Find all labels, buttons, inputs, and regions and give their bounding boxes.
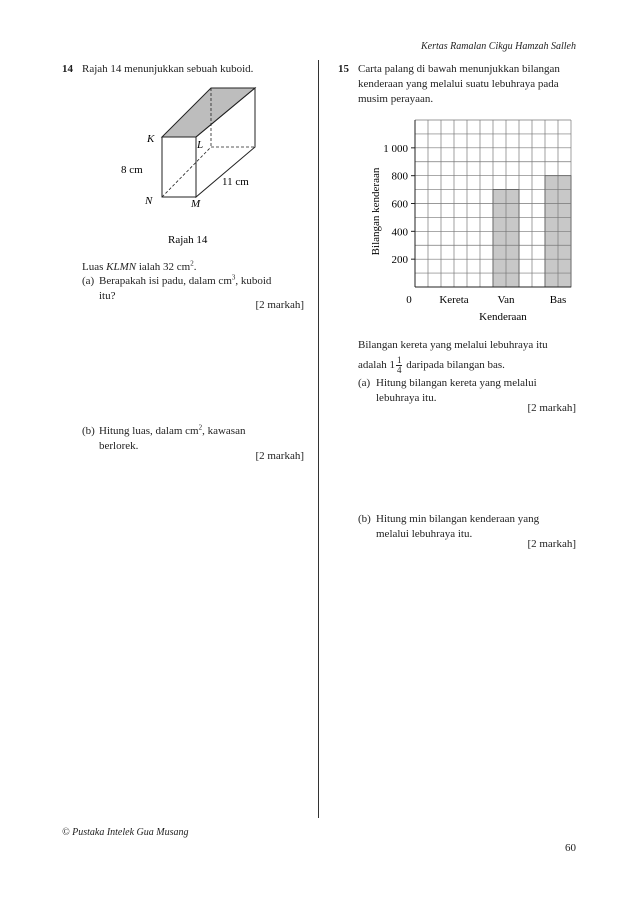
y-tick-label: 600 [391,198,408,211]
category-label-kereta: Kereta [439,294,469,306]
page-number: 60 [565,842,576,854]
publisher-footer: © Pustaka Intelek Gua Musang [62,827,189,838]
chart-categories [439,294,566,306]
vertex-l-label: L [197,139,204,151]
q14-b-marks: [2 markah] [255,450,304,462]
y-tick-label: 200 [391,254,408,267]
fraction-one-quarter: $\frac{1}{4}$ [396,355,402,375]
q15-b-label: (b) [358,513,371,525]
q15-b-text: Hitung min bilangan kenderaan yang melalui lebuhraya itu. [376,513,540,540]
chart-y-ticks [383,143,415,266]
q15-text-1: Bilangan kereta yang melalui lebuhraya itu [358,339,548,351]
q15-number: 15 [338,63,349,75]
shaded-top-face [162,88,255,137]
q14-number: 14 [62,63,73,75]
hidden-edge-diagonal [162,147,211,197]
chart-x-label: Kenderaan [479,311,527,323]
q15-b-marks: [2 markah] [527,538,576,550]
q14-a-marks: [2 markah] [255,299,304,311]
q15-intro: Carta palang di bawah menunjukkan bilangan kenderaan yang melalui suatu lebuhraya pada musim perayaan. [358,63,560,105]
vertex-k-label: K [147,133,155,145]
y-tick-label: 1 000 [383,142,408,155]
y-tick-label: 800 [391,170,408,183]
chart-origin-label: 0 [406,294,412,306]
q15-a-label: (a) [358,377,371,389]
bar-chart [319,112,579,327]
q14-a-text: Berapakah isi padu, dalam $cm^3$, kuboid itu? [99,273,272,302]
q15-text-2: adalah 1 $\frac{1}{4}$ daripada bilangan bas. [358,355,505,375]
q14-b-label: (b) [82,425,95,437]
category-label-van: Van [497,294,515,306]
q14-a-label: (a) [82,275,95,287]
cuboid-diagram [0,0,318,260]
vertex-m-label: M [191,198,201,210]
q15-a-marks: [2 markah] [527,402,576,414]
y-tick-label: 400 [391,226,408,239]
page-header: Kertas Ramalan Cikgu Hamzah Salleh [421,41,576,52]
category-label-bas: Bas [549,294,567,306]
q14-given: Luas KLMN ialah 32 $cm^2$. [82,259,197,273]
q14-b-text: Hitung luas, dalam $cm^2$, kawasan berlorek. [99,423,246,452]
q15-a-text: Hitung bilangan kereta yang melalui lebuhraya itu. [376,377,537,404]
length-label: 11 cm [222,176,249,188]
vertex-n-label: N [145,195,153,207]
chart-y-label: Bilangan kenderaan [370,167,382,256]
height-label: 8 cm [121,164,143,176]
q14-intro: Rajah 14 menunjukkan sebuah kuboid. [82,63,254,75]
diagram-caption: Rajah 14 [168,234,208,246]
